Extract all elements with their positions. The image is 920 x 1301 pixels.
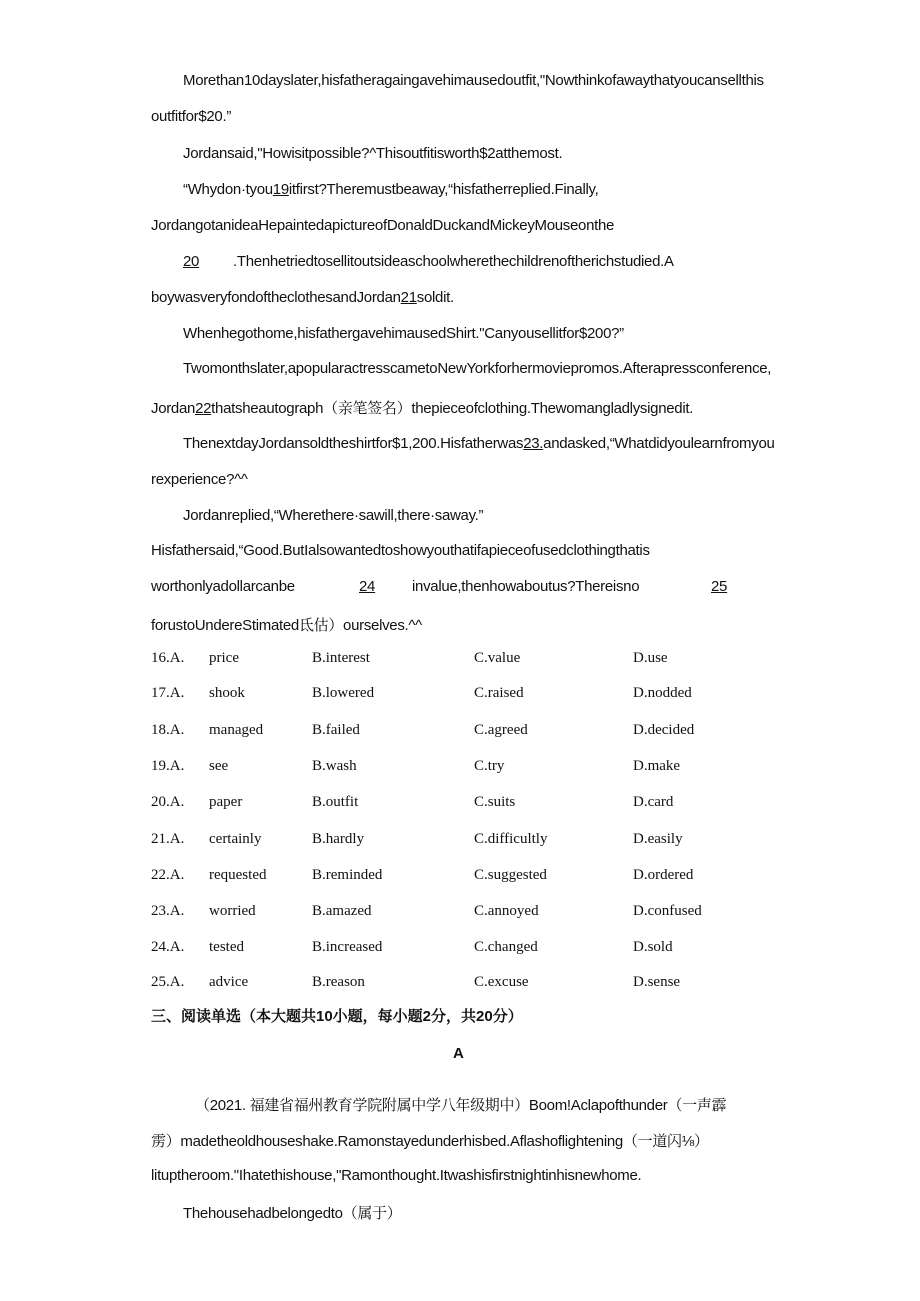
blank-21: 21 <box>400 289 417 306</box>
passage-text: .Thenhetriedtosellitoutsideaschoolwherethechildrenoftherichstudied.A <box>233 253 674 270</box>
option-a: managed <box>209 722 264 738</box>
passage-text: saway.” <box>434 507 484 524</box>
passage-text: · <box>353 507 359 524</box>
passage-text: andasked,“Whatdidyoulearnfromyou <box>543 435 775 452</box>
passage-line: 雳）madetheoldhouseshake.Ramonstayedunderhisbed.Aflashoflightening（一道闪⅛） <box>151 1133 709 1150</box>
passage-line: （2021. 福建省福州教育学院附属中学八年级期中）Boom!Aclapofthunder（一声霹 <box>195 1097 727 1114</box>
passage-line: lituptheroom."Ihatethishouse,"Ramonthought.Itwashisfirstnightinhisnewhome. <box>151 1167 642 1184</box>
passage-line <box>183 253 674 270</box>
option-d: D.decided <box>633 722 695 738</box>
passage-text: sawill,there <box>358 507 431 524</box>
passage-text: soldit. <box>416 289 454 306</box>
option-a: price <box>209 650 239 666</box>
option-number: 24.A. <box>151 939 185 955</box>
option-number: 21.A. <box>151 831 185 847</box>
passage-line <box>183 181 598 198</box>
passage-text: “Whydon <box>183 181 241 198</box>
option-a: tested <box>209 939 244 955</box>
option-a: advice <box>209 974 249 990</box>
option-c: C.annoyed <box>474 903 539 919</box>
passage-line: Jordansaid,"Howisitpossible?^Thisoutfitisworth$2atthemost. <box>183 145 563 162</box>
option-c: C.suits <box>474 794 516 810</box>
option-number: 19.A. <box>151 758 185 774</box>
passage-text: Jordanreplied,“Wherethere <box>183 507 354 524</box>
passage-line: Morethan10dayslater,hisfatheragaingavehimausedoutfit,"Nowthinkofawaythatyoucansellthis <box>183 72 764 89</box>
option-b: B.lowered <box>312 685 375 701</box>
option-c: C.try <box>474 758 505 774</box>
passage-line <box>151 289 454 306</box>
blank-22: 22 <box>195 400 212 417</box>
option-a: requested <box>209 867 267 883</box>
passage-text: ThenextdayJordansoldtheshirtfor$1,200.Hisfatherwas <box>183 435 524 452</box>
passage-line: outfitfor$20.” <box>151 108 232 125</box>
option-b: B.interest <box>312 650 370 666</box>
passage-text: itfirst?Theremustbeaway,“hisfatherreplied.Finally, <box>288 181 599 198</box>
option-b: B.increased <box>312 939 383 955</box>
passage-line: Thehousehadbelongedto（属于） <box>183 1205 402 1222</box>
option-c: C.value <box>474 650 521 666</box>
option-a: see <box>209 758 229 774</box>
option-number: 20.A. <box>151 794 185 810</box>
option-d: D.make <box>633 758 681 774</box>
option-d: D.use <box>633 650 668 666</box>
option-number: 22.A. <box>151 867 185 883</box>
option-d: D.easily <box>633 831 683 847</box>
option-c: C.difficultly <box>474 831 548 847</box>
option-d: D.sold <box>633 939 673 955</box>
passage-line <box>183 507 483 524</box>
option-d: D.nodded <box>633 685 692 701</box>
passage-text: · <box>430 507 435 524</box>
blank-25: 25 <box>711 578 728 595</box>
passage-line: Hisfathersaid,“Good.ButIalsowantedtoshowyouthatifapieceofusedclothingthatis <box>151 542 650 559</box>
option-d: D.ordered <box>633 867 694 883</box>
option-number: 18.A. <box>151 722 185 738</box>
option-number: 16.A. <box>151 650 185 666</box>
option-a: shook <box>209 685 245 701</box>
passage-text: tyou <box>245 181 273 198</box>
passage-line: invalue,thenhowaboutus?Thereisno <box>412 578 640 595</box>
passage-line: JordangotanideaHepaintedapictureofDonaldDuckandMickeyMouseonthe <box>151 217 615 234</box>
option-c: C.changed <box>474 939 538 955</box>
option-c: C.agreed <box>474 722 528 738</box>
passage-line: worthonlyadollarcanbe <box>151 578 295 595</box>
option-a: worried <box>209 903 256 919</box>
passage-line <box>151 397 693 418</box>
option-number: 17.A. <box>151 685 185 701</box>
option-b: B.reminded <box>312 867 383 883</box>
option-number: 25.A. <box>151 974 185 990</box>
blank-20: 20 <box>183 253 200 270</box>
passage-line <box>183 435 775 452</box>
option-d: D.confused <box>633 903 702 919</box>
passage-text: thatsheautograph（亲笔签名）thepieceofclothing.Thewomangladlysignedit. <box>211 400 694 417</box>
option-b: B.failed <box>312 722 360 738</box>
option-a: paper <box>209 794 243 810</box>
passage-text: · <box>240 181 246 198</box>
option-d: D.card <box>633 794 674 810</box>
passage-line: rexperience?^^ <box>151 471 248 488</box>
option-c: C.excuse <box>474 974 529 990</box>
option-b: B.wash <box>312 758 357 774</box>
option-number: 23.A. <box>151 903 185 919</box>
passage-text: boywasveryfondoftheclothesandJordan <box>151 289 401 306</box>
section-heading: 三、阅读单选（本大题共10小题，每小题2分，共20分） <box>151 1008 523 1025</box>
passage-line: forustoUndereStimated氐估）ourselves.^^ <box>151 617 422 634</box>
option-b: B.reason <box>312 974 365 990</box>
passage-line: Twomonthslater,apopularactresscametoNewYorkforhermoviepromos.Afterapressconference, <box>183 360 772 377</box>
option-c: C.suggested <box>474 867 547 883</box>
option-b: B.amazed <box>312 903 372 919</box>
blank-24: 24 <box>359 578 376 595</box>
option-d: D.sense <box>633 974 681 990</box>
blank-19: 19 <box>272 181 289 198</box>
passage-text: Jordan <box>151 400 196 417</box>
blank-23: 23. <box>523 435 544 452</box>
option-a: certainly <box>209 831 262 847</box>
option-b: B.outfit <box>312 794 359 810</box>
option-b: B.hardly <box>312 831 365 847</box>
passage-letter: A <box>453 1045 464 1062</box>
passage-line: Whenhegothome,hisfathergavehimausedShirt."Canyousellitfor$200?” <box>183 325 624 342</box>
option-c: C.raised <box>474 685 524 701</box>
